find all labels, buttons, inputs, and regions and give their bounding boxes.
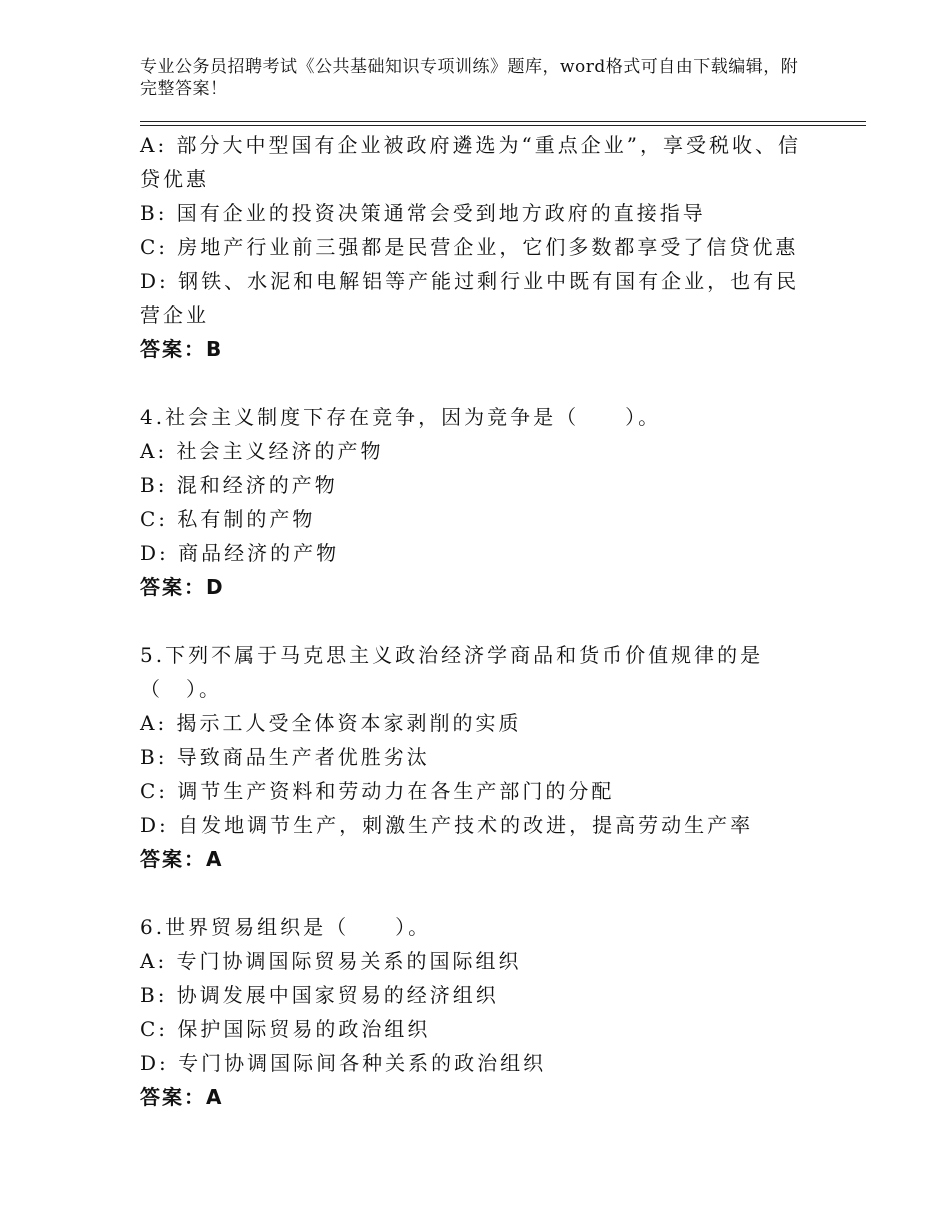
option-d: D: 专门协调国际间各种关系的政治组织 bbox=[140, 1051, 547, 1075]
option-d: D: 商品经济的产物 bbox=[140, 541, 340, 565]
document-header: 专业公务员招聘考试《公共基础知识专项训练》题库，word格式可自由下载编辑，附完整答案！ bbox=[140, 57, 799, 99]
option-b: B: 导致商品生产者优胜劣汰 bbox=[140, 745, 430, 769]
option-c: C: 保护国际贸易的政治组织 bbox=[140, 1017, 431, 1041]
answer-label: 答案：A bbox=[140, 847, 224, 871]
option-a: A: 部分大中型国有企业被政府遴选为“重点企业”，享受税收、信贷优惠 bbox=[140, 133, 801, 191]
option-d: D: 自发地调节生产，刺激生产技术的改进，提高劳动生产率 bbox=[140, 813, 754, 837]
question-text: 4.社会主义制度下存在竞争，因为竞争是（ ）。 bbox=[140, 405, 662, 429]
question-5 bbox=[140, 638, 820, 876]
option-a: A: 专门协调国际贸易关系的国际组织 bbox=[140, 949, 522, 973]
question-6 bbox=[140, 910, 820, 1114]
question-3 bbox=[140, 128, 820, 366]
spacer bbox=[140, 366, 820, 400]
question-list bbox=[140, 128, 820, 1114]
answer-label: 答案：D bbox=[140, 575, 225, 599]
question-4 bbox=[140, 400, 820, 604]
option-b: B: 混和经济的产物 bbox=[140, 473, 338, 497]
option-a: A: 社会主义经济的产物 bbox=[140, 439, 384, 463]
option-c: C: 私有制的产物 bbox=[140, 507, 316, 531]
option-c: C: 房地产行业前三强都是民营企业，它们多数都享受了信贷优惠 bbox=[140, 235, 799, 259]
answer-label: 答案：A bbox=[140, 1085, 224, 1109]
option-c: C: 调节生产资料和劳动力在各生产部门的分配 bbox=[140, 779, 615, 803]
answer-label: 答案：B bbox=[140, 337, 224, 361]
spacer bbox=[140, 876, 820, 910]
header-divider bbox=[140, 121, 866, 126]
spacer bbox=[140, 604, 820, 638]
option-a: A: 揭示工人受全体资本家剥削的实质 bbox=[140, 711, 522, 735]
option-b: B: 国有企业的投资决策通常会受到地方政府的直接指导 bbox=[140, 201, 706, 225]
option-b: B: 协调发展中国家贸易的经济组织 bbox=[140, 983, 499, 1007]
option-d: D: 钢铁、水泥和电解铝等产能过剩行业中既有国有企业，也有民营企业 bbox=[140, 269, 800, 327]
question-text: 6.世界贸易组织是（ ）。 bbox=[140, 915, 432, 939]
question-text: 5.下列不属于马克思主义政治经济学商品和货币价值规律的是（ ）。 bbox=[140, 643, 764, 701]
